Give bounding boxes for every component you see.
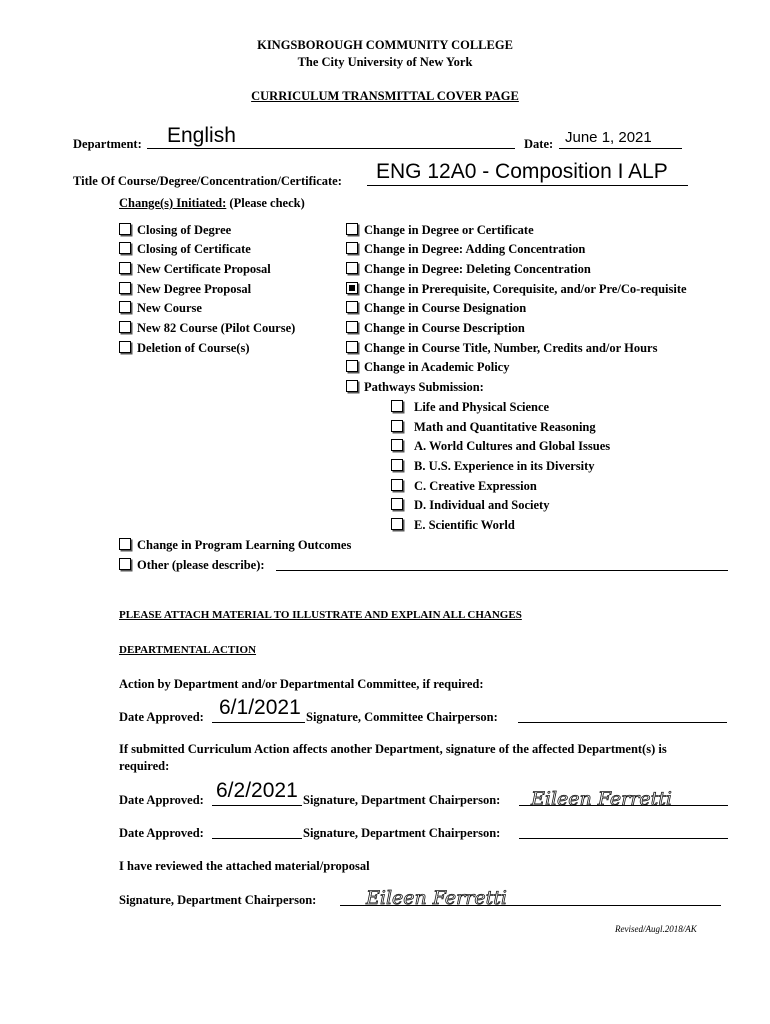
checkbox-scientific-world[interactable] (391, 518, 403, 530)
title-field[interactable]: ENG 12A0 - Composition I ALP (376, 160, 668, 183)
checkbox-deleting-concentration[interactable] (346, 262, 358, 274)
changes-heading-underlined: Change(s) Initiated: (119, 196, 227, 210)
date-field[interactable]: June 1, 2021 (565, 129, 652, 146)
checkbox-new-82-course[interactable] (119, 321, 131, 333)
checkbox-world-cultures[interactable] (391, 439, 403, 451)
checkbox-us-experience[interactable] (391, 459, 403, 471)
label-deleting-concentration: Change in Degree: Deleting Concentration (364, 262, 591, 276)
reviewed-text: I have reviewed the attached material/proposal (119, 859, 370, 873)
checkbox-academic-policy[interactable] (346, 360, 358, 372)
changes-heading (119, 196, 305, 211)
label-change-prerequisite: Change in Prerequisite, Corequisite, and/or Pre/Co-requisite (364, 282, 687, 296)
label-course-description: Change in Course Description (364, 321, 525, 335)
checkbox-closing-certificate[interactable] (119, 242, 131, 254)
checkbox-adding-concentration[interactable] (346, 242, 358, 254)
chair-date-line-1 (212, 805, 302, 806)
label-deletion-course: Deletion of Course(s) (137, 341, 250, 355)
final-signature-image (362, 882, 532, 912)
chair-date-field-2[interactable] (212, 838, 302, 839)
chair-date-field-1[interactable]: 6/2/2021 (216, 779, 298, 802)
committee-date-label: Date Approved: (119, 710, 204, 724)
label-life-physical-science: Life and Physical Science (414, 400, 550, 414)
label-course-designation: Change in Course Designation (364, 301, 527, 315)
department-label: Department: (73, 137, 142, 151)
checkbox-new-degree[interactable] (119, 282, 131, 294)
checkbox-individual-society[interactable] (391, 498, 403, 510)
checkbox-course-title[interactable] (346, 341, 358, 353)
revised-note: Revised/Augl.2018/AK (615, 924, 697, 934)
title-line (367, 185, 688, 186)
label-individual-society: D. Individual and Society (414, 498, 550, 512)
checkbox-change-prerequisite[interactable] (346, 282, 358, 294)
label-world-cultures: A. World Cultures and Global Issues (414, 439, 611, 453)
university-name: The City University of New York (297, 55, 473, 69)
label-creative-expression: C. Creative Expression (414, 479, 537, 493)
label-program-outcomes: Change in Program Learning Outcomes (137, 538, 352, 552)
label-closing-degree: Closing of Degree (137, 223, 232, 237)
form-title: CURRICULUM TRANSMITTAL COVER PAGE (251, 89, 519, 103)
label-new-82-course: New 82 Course (Pilot Course) (137, 321, 296, 335)
final-signature-text: Eileen Ferretti (366, 887, 507, 909)
affects-text-line2: required: (119, 759, 170, 773)
title-label: Title Of Course/Degree/Concentration/Certificate: (73, 174, 342, 188)
label-change-degree-certificate: Change in Degree or Certificate (364, 223, 534, 237)
checkbox-closing-degree[interactable] (119, 223, 131, 235)
date-line (559, 148, 682, 149)
chair-signature-text-1: Eileen Ferretti (531, 788, 672, 810)
label-new-degree: New Degree Proposal (137, 282, 252, 296)
chair-sig-label-1: Signature, Department Chairperson: (303, 793, 501, 807)
label-new-certificate: New Certificate Proposal (137, 262, 271, 276)
chair-signature-image-1 (527, 783, 697, 813)
checkbox-pathways[interactable] (346, 380, 358, 392)
department-line (147, 148, 515, 149)
label-new-course: New Course (137, 301, 202, 315)
label-closing-certificate: Closing of Certificate (137, 242, 251, 256)
department-field[interactable]: English (167, 124, 236, 147)
checkbox-program-outcomes[interactable] (119, 538, 131, 550)
date-label: Date: (524, 137, 554, 151)
label-scientific-world: E. Scientific World (414, 518, 515, 532)
label-pathways: Pathways Submission: (364, 380, 484, 394)
chair-signature-field-2[interactable] (519, 838, 728, 839)
affects-text-line1: If submitted Curriculum Action affects another Department, signature of the affected Department(s) is (119, 742, 667, 756)
checkbox-change-degree-certificate[interactable] (346, 223, 358, 235)
label-math-quantitative: Math and Quantitative Reasoning (414, 420, 596, 434)
label-adding-concentration: Change in Degree: Adding Concentration (364, 242, 586, 256)
label-course-title: Change in Course Title, Number, Credits and/or Hours (364, 341, 658, 355)
chair-date-label-2: Date Approved: (119, 826, 204, 840)
changes-heading-rest: (Please check) (226, 196, 305, 210)
other-describe-field[interactable] (276, 570, 728, 571)
checkbox-other[interactable] (119, 558, 131, 570)
label-us-experience: B. U.S. Experience in its Diversity (414, 459, 595, 473)
final-sig-label: Signature, Department Chairperson: (119, 893, 317, 907)
label-academic-policy: Change in Academic Policy (364, 360, 510, 374)
checkbox-new-course[interactable] (119, 301, 131, 313)
checkbox-new-certificate[interactable] (119, 262, 131, 274)
committee-text: Action by Department and/or Departmental Committee, if required: (119, 677, 484, 691)
college-name: KINGSBOROUGH COMMUNITY COLLEGE (257, 38, 513, 52)
chair-sig-label-2: Signature, Department Chairperson: (303, 826, 501, 840)
checkbox-math-quantitative[interactable] (391, 420, 403, 432)
committee-sig-label: Signature, Committee Chairperson: (306, 710, 498, 724)
departmental-action-heading: DEPARTMENTAL ACTION (119, 644, 257, 656)
checkbox-course-designation[interactable] (346, 301, 358, 313)
committee-date-line (212, 722, 305, 723)
committee-signature-field[interactable] (518, 722, 727, 723)
checkbox-deletion-course[interactable] (119, 341, 131, 353)
checkbox-course-description[interactable] (346, 321, 358, 333)
checkbox-life-physical-science[interactable] (391, 400, 403, 412)
attach-notice: PLEASE ATTACH MATERIAL TO ILLUSTRATE AND EXPLAIN ALL CHANGES (119, 609, 522, 621)
label-other: Other (please describe): (137, 558, 265, 572)
checkbox-creative-expression[interactable] (391, 479, 403, 491)
committee-date-field[interactable]: 6/1/2021 (219, 696, 301, 719)
chair-date-label-1: Date Approved: (119, 793, 204, 807)
